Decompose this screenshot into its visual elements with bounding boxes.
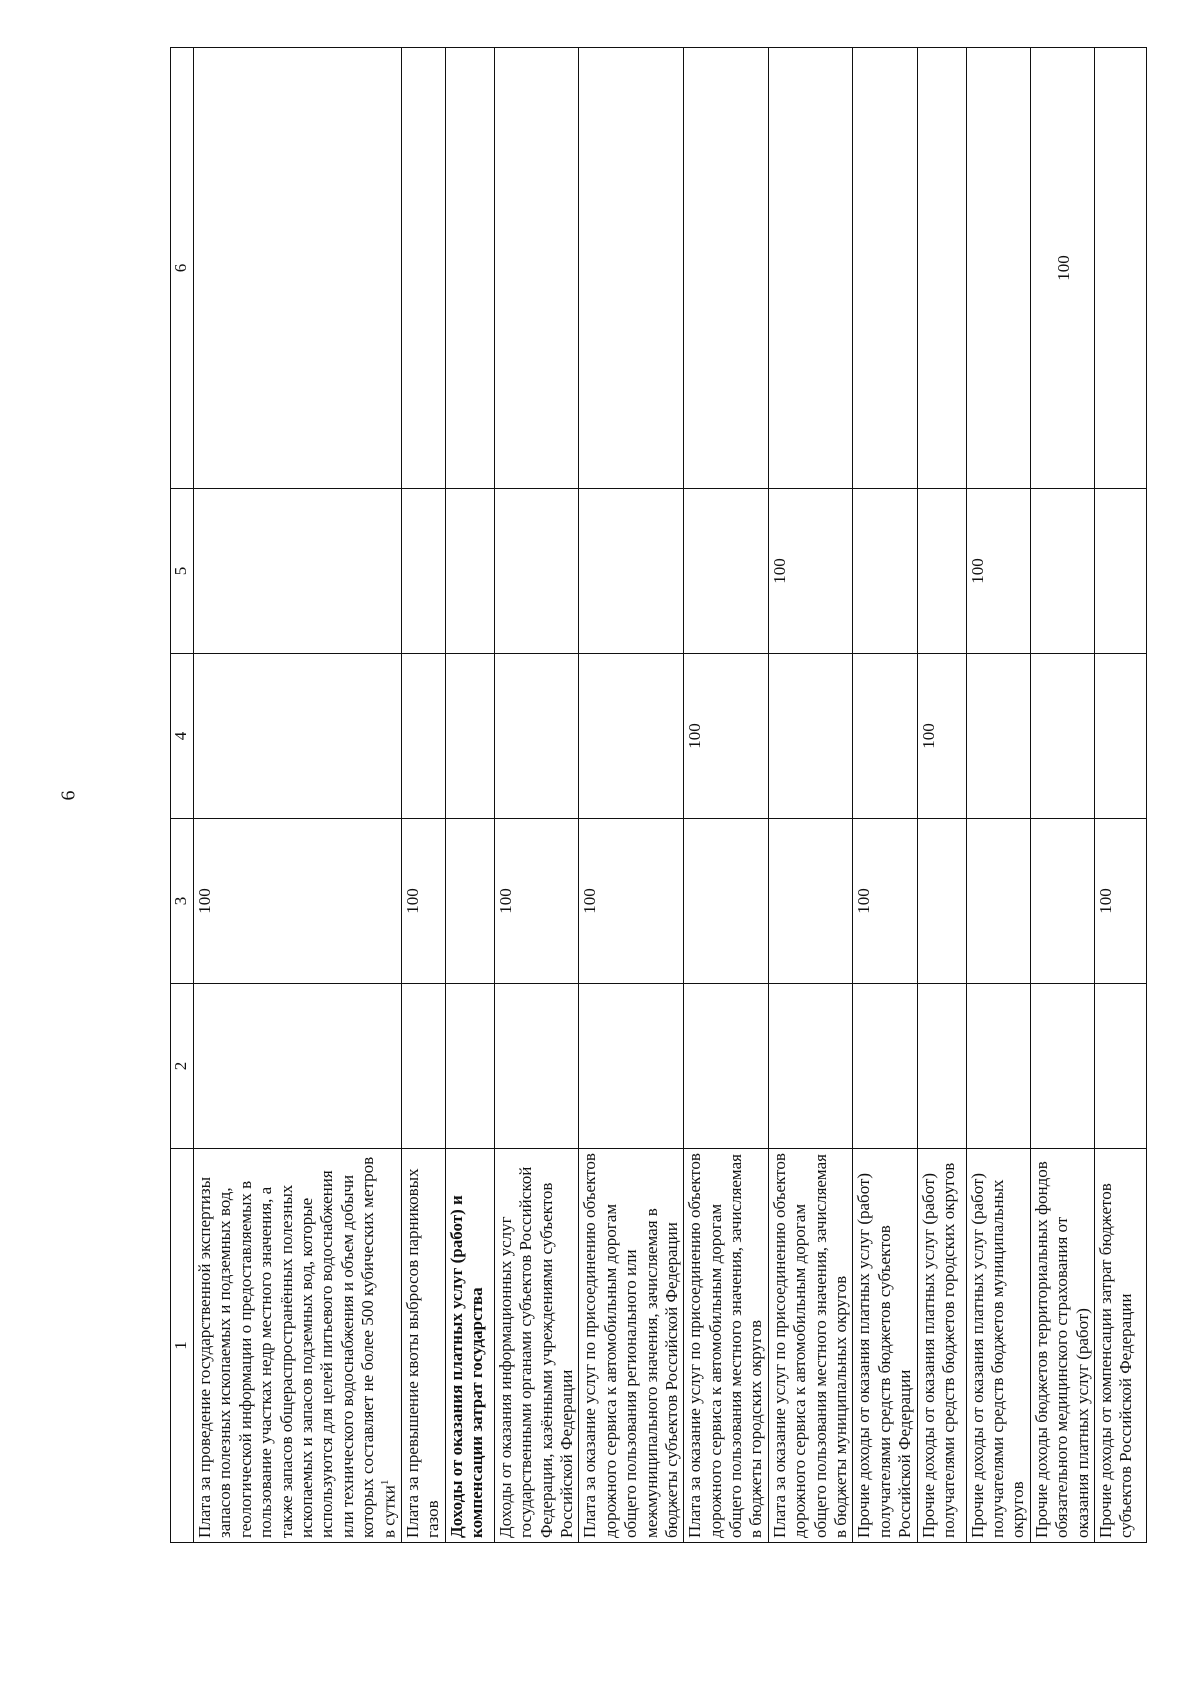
value-cell [1030, 819, 1094, 984]
value-cell [1094, 984, 1146, 1149]
value-cell: 100 [684, 654, 769, 819]
value-cell [445, 984, 494, 1149]
table-row [1094, 48, 1146, 1543]
value-cell [1094, 48, 1146, 489]
value-cell [445, 654, 494, 819]
revenue-distribution-table [170, 47, 1147, 1543]
value-cell: 100 [917, 654, 966, 819]
value-cell [1094, 654, 1146, 819]
value-cell: 100 [579, 819, 684, 984]
table-row [445, 48, 494, 1543]
value-cell [579, 984, 684, 1149]
value-cell [853, 48, 917, 489]
value-cell [1094, 489, 1146, 654]
table-row [853, 48, 917, 1543]
table-header-row [171, 48, 194, 1543]
value-cell [194, 984, 402, 1149]
value-cell [684, 819, 769, 984]
table-row [684, 48, 769, 1543]
column-header: 4 [171, 654, 194, 819]
value-cell [194, 654, 402, 819]
value-cell [917, 984, 966, 1149]
value-cell: 100 [1094, 819, 1146, 984]
row-description: Плата за проведение государственной экспертизы запасов полезных ископаемых и подземных вод, геологической информации о предоставляемых в пользование участках недр местного значения, а также запасов общераспространённых полезных ископаемых и запасов подземных вод, которые используются для целей питьевого водоснабжения или технического водоснабжения и объем добычи которых составляет не более 500 кубических метров в сутки$^1$ [194, 1149, 402, 1543]
value-cell [494, 489, 579, 654]
row-description: Плата за оказание услуг по присоединению объектов дорожного сервиса к автомобильным дорогам общего пользования местного значения, зачисляемая в бюджеты городских округов [684, 1149, 769, 1543]
value-cell [684, 489, 769, 654]
value-cell [402, 48, 446, 489]
column-header: 6 [171, 48, 194, 489]
value-cell [966, 48, 1030, 489]
value-cell [445, 819, 494, 984]
value-cell: 100 [494, 819, 579, 984]
value-cell [768, 819, 853, 984]
row-description: Прочие доходы от оказания платных услуг (работ) получателями средств бюджетов муниципальных округов [966, 1149, 1030, 1543]
table-row [1030, 48, 1094, 1543]
value-cell [579, 489, 684, 654]
row-description: Плата за оказание услуг по присоединению объектов дорожного сервиса к автомобильным дорогам общего пользования регионального или межмуниципального значения, зачисляемая в бюджеты субъектов Российской Федерации [579, 1149, 684, 1543]
value-cell: 100 [402, 819, 446, 984]
value-cell [853, 489, 917, 654]
footnote-mark: 1 [378, 1479, 391, 1486]
section-heading: Доходы от оказания платных услуг (работ) и компенсации затрат государства [445, 1149, 494, 1543]
value-cell [1030, 489, 1094, 654]
value-cell [853, 984, 917, 1149]
value-cell [579, 654, 684, 819]
value-cell [684, 48, 769, 489]
column-header: 1 [171, 1149, 194, 1543]
value-cell: 100 [768, 489, 853, 654]
table-row [494, 48, 579, 1543]
value-cell [194, 48, 402, 489]
table-row [917, 48, 966, 1543]
value-cell [194, 489, 402, 654]
value-cell [494, 654, 579, 819]
column-header: 2 [171, 984, 194, 1149]
value-cell [966, 819, 1030, 984]
row-description: Прочие доходы от компенсации затрат бюджетов субъектов Российской Федерации [1094, 1149, 1146, 1543]
value-cell [1030, 984, 1094, 1149]
row-description: Плата за превышение квоты выбросов парниковых газов [402, 1149, 446, 1543]
value-cell [402, 654, 446, 819]
value-cell [917, 819, 966, 984]
value-cell [402, 489, 446, 654]
row-description: Прочие доходы от оказания платных услуг (работ) получателями средств бюджетов городских округов [917, 1149, 966, 1543]
value-cell [768, 984, 853, 1149]
value-cell [494, 984, 579, 1149]
value-cell [768, 654, 853, 819]
row-description: Прочие доходы от оказания платных услуг (работ) получателями средств бюджетов субъектов Российской Федерации [853, 1149, 917, 1543]
value-cell [966, 654, 1030, 819]
value-cell [402, 984, 446, 1149]
value-cell: 100 [853, 819, 917, 984]
table-row [966, 48, 1030, 1543]
value-cell [917, 489, 966, 654]
value-cell [494, 48, 579, 489]
value-cell: 100 [966, 489, 1030, 654]
table-row [402, 48, 446, 1543]
column-header: 3 [171, 819, 194, 984]
row-description: Плата за оказание услуг по присоединению объектов дорожного сервиса к автомобильным дорогам общего пользования местного значения, зачисляемая в бюджеты муниципальных округов [768, 1149, 853, 1543]
value-cell [966, 984, 1030, 1149]
value-cell [445, 48, 494, 489]
row-description: Прочие доходы бюджетов территориальных фондов обязательного медицинского страхования от оказания платных услуг (работ) [1030, 1149, 1094, 1543]
value-cell [917, 48, 966, 489]
value-cell [684, 984, 769, 1149]
table-row [579, 48, 684, 1543]
rotated-page [170, 48, 1136, 1543]
value-cell [853, 654, 917, 819]
value-cell [1030, 654, 1094, 819]
row-description: Доходы от оказания информационных услуг государственными органами субъектов Российской Федерации, казёнными учреждениями субъектов Российской Федерации [494, 1149, 579, 1543]
value-cell [579, 48, 684, 489]
table-row [194, 48, 402, 1543]
column-header: 5 [171, 489, 194, 654]
value-cell [768, 48, 853, 489]
value-cell: 100 [194, 819, 402, 984]
value-cell: 100 [1030, 48, 1094, 489]
value-cell [445, 489, 494, 654]
page-number: 6 [57, 790, 80, 801]
table-row [768, 48, 853, 1543]
